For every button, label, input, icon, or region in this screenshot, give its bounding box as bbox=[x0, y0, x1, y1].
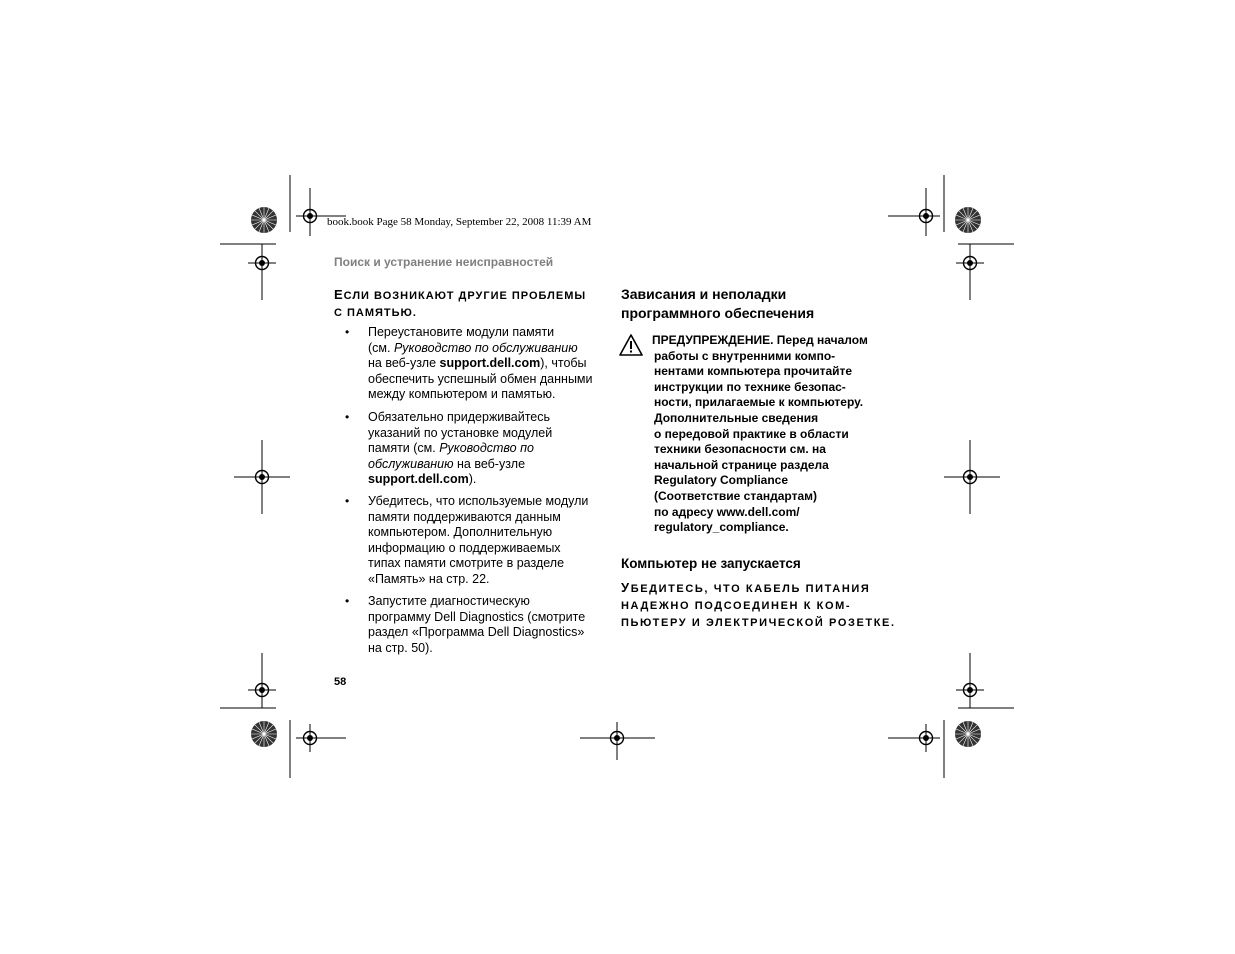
list-item: Переустановите модули памяти (см. Руководство по обслуживанию на веб-узле support.dell.com), чтобы обеспечить успешный обмен данными между компьютером и памятью. bbox=[368, 325, 593, 402]
bullet-2: • bbox=[345, 410, 350, 424]
left-title-rest: СЛИ ВОЗНИКАЮТ ДРУГИЕ ПРОБЛЕМЫ bbox=[343, 290, 587, 302]
left-section-title bbox=[334, 286, 586, 322]
subheading-no-boot: Компьютер не запускается bbox=[621, 556, 801, 571]
print-info: book.book Page 58 Monday, September 22, 2008 11:39 AM bbox=[327, 216, 592, 228]
warning-triangle-icon bbox=[619, 334, 643, 356]
page-number: 58 bbox=[334, 676, 347, 688]
list-item: Запустите диагностическую программу Dell Diagnostics (смотрите раздел «Программа Dell Diagnostics» на стр. 50). bbox=[368, 594, 586, 655]
bullet-3: • bbox=[345, 494, 350, 508]
running-head: Поиск и устранение неисправностей bbox=[334, 255, 554, 269]
left-title-line2: С ПАМЯТЬЮ. bbox=[334, 307, 417, 319]
heading-software-hangs: Зависания и неполадки программного обеспечения bbox=[621, 286, 815, 321]
step-check-power: УБЕДИТЕСЬ, ЧТО КАБЕЛЬ ПИТАНИЯ НАДЕЖНО ПОДСОЕДИНЕН К КОМ- ПЬЮТЕРУ И ЭЛЕКТРИЧЕСКОЙ РОЗЕТКЕ. bbox=[621, 580, 896, 629]
bullet-4: • bbox=[345, 594, 350, 608]
list-item: Убедитесь, что используемые модули памяти поддерживаются данным компьютером. Дополнительную информацию о поддерживаемых типах памяти смотрите в разделе «Память» на стр. 22. bbox=[368, 494, 589, 586]
warning-block: ПРЕДУПРЕЖДЕНИЕ. Перед началом работы с внутренними компо- нентами компьютера прочитайте инструкции по технике безопас- ности, прилагаемые к компьютеру. Дополнительные сведения о передовой практике в области техники безопасности см. на начальной странице раздела Regulatory Compliance (Соответствие стандартам) по адресу www.dell.com/ regulatory_compliance. bbox=[652, 333, 868, 535]
bullet-1: • bbox=[345, 325, 350, 339]
left-title-cap: Е bbox=[334, 287, 344, 302]
list-item: Обязательно придерживайтесь указаний по установке модулей памяти (см. Руководство по обслуживанию на веб-узле support.dell.com). bbox=[368, 410, 553, 487]
